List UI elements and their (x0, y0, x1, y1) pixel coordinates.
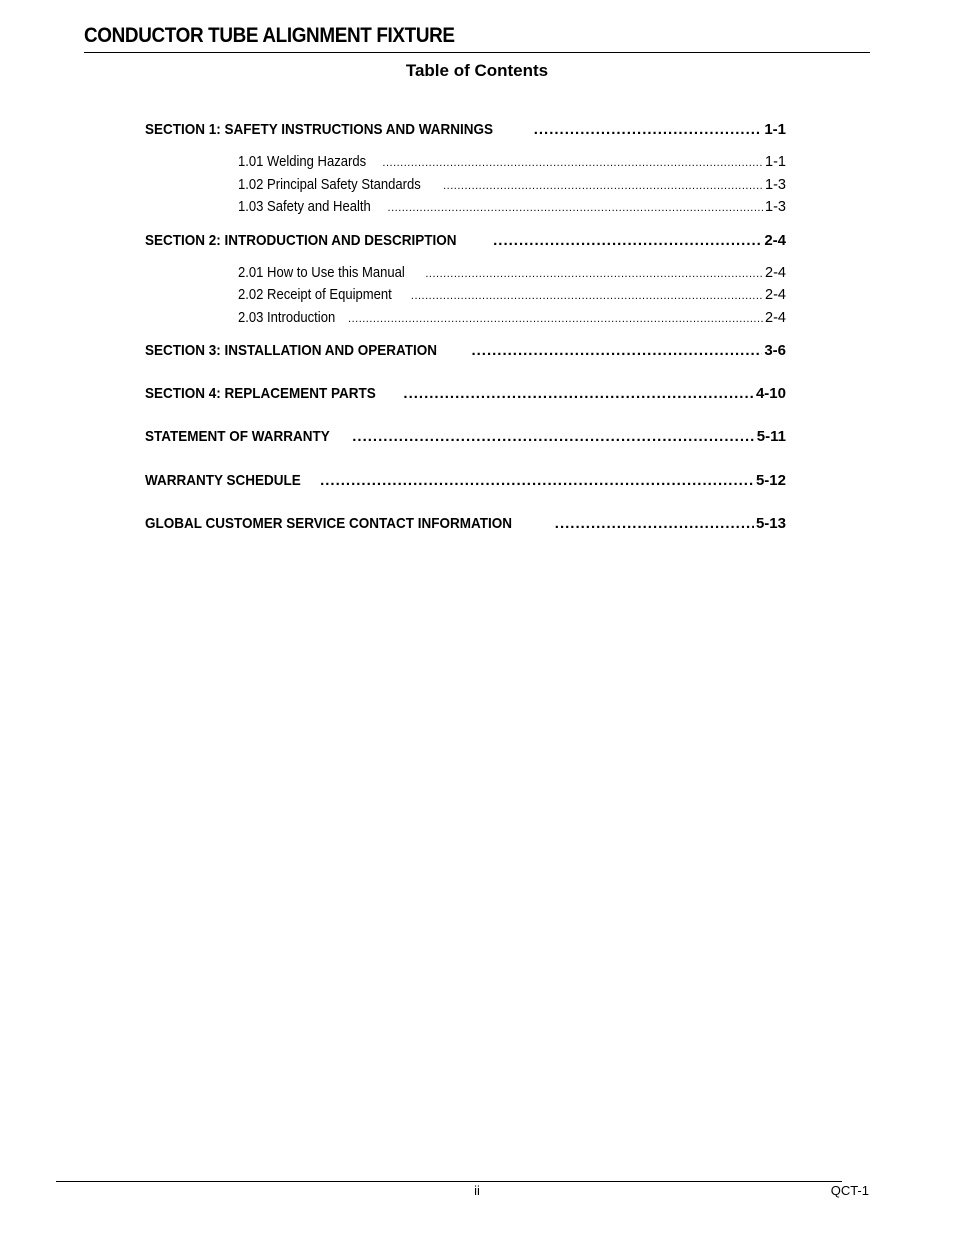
toc-entry-1-02[interactable] (238, 177, 786, 193)
title-divider (84, 52, 870, 53)
toc-entry-section-3[interactable] (145, 342, 786, 359)
toc-leader (352, 428, 755, 445)
toc-leader (425, 268, 763, 280)
toc-page: 1-3 (765, 199, 786, 215)
toc-label: 2.01 How to Use this Manual (238, 265, 405, 281)
toc-leader (555, 515, 754, 532)
toc-entry-2-01[interactable] (238, 265, 786, 281)
toc-entry-statement-of-warranty[interactable] (145, 428, 786, 445)
toc-label: 1.01 Welding Hazards (238, 154, 367, 170)
page-number: ii (474, 1183, 480, 1198)
toc-entry-2-02[interactable] (238, 287, 786, 303)
toc-entry-section-1[interactable] (145, 121, 786, 138)
toc-label: SECTION 1: SAFETY INSTRUCTIONS AND WARNINGS (145, 121, 494, 138)
toc-page: 2-4 (765, 265, 786, 281)
toc-leader (348, 313, 763, 325)
toc-entry-1-03[interactable] (238, 199, 786, 215)
toc-label: 1.02 Principal Safety Standards (238, 177, 421, 193)
toc-entry-section-2[interactable] (145, 232, 786, 249)
toc-label: STATEMENT OF WARRANTY (145, 428, 330, 445)
document-title: CONDUCTOR TUBE ALIGNMENT FIXTURE (84, 24, 455, 47)
toc-leader (403, 385, 754, 402)
toc-entry-warranty-schedule[interactable] (145, 472, 786, 489)
footer-divider (56, 1181, 842, 1182)
toc-label: SECTION 2: INTRODUCTION AND DESCRIPTION (145, 232, 457, 249)
toc-leader (411, 290, 763, 302)
toc-label: 1.03 Safety and Health (238, 199, 371, 215)
document-code: QCT-1 (830, 1183, 869, 1198)
toc-entry-section-4[interactable] (145, 385, 786, 402)
toc-page: 2-4 (765, 287, 786, 303)
toc-label: SECTION 4: REPLACEMENT PARTS (145, 385, 376, 402)
toc-leader (534, 121, 763, 138)
toc-page: 5-12 (755, 472, 786, 489)
toc-leader (320, 472, 754, 489)
toc-page: 5-13 (755, 515, 786, 532)
toc-page: 2-4 (765, 310, 786, 326)
toc-leader (443, 180, 763, 192)
toc-page: 2-4 (764, 232, 786, 249)
toc-entry-2-03[interactable] (238, 310, 786, 326)
toc-entry-global-customer-service[interactable] (145, 515, 786, 532)
toc-page: 4-10 (755, 385, 786, 402)
toc-label: GLOBAL CUSTOMER SERVICE CONTACT INFORMATION (145, 515, 513, 532)
toc-page: 1-1 (765, 154, 786, 170)
toc-heading: Table of Contents (405, 61, 549, 80)
toc-page: 5-11 (756, 428, 786, 445)
toc-label: 2.03 Introduction (238, 310, 336, 326)
toc-label: 2.02 Receipt of Equipment (238, 287, 392, 303)
toc-leader (493, 232, 762, 249)
toc-entry-1-01[interactable] (238, 154, 786, 170)
toc-leader (382, 157, 763, 169)
toc-label: SECTION 3: INSTALLATION AND OPERATION (145, 342, 438, 359)
toc-leader (388, 202, 764, 214)
toc-page: 3-6 (764, 342, 786, 359)
toc-leader (471, 342, 762, 359)
toc-page: 1-3 (765, 177, 786, 193)
toc-label: WARRANTY SCHEDULE (145, 472, 301, 489)
toc-page: 1-1 (764, 121, 786, 138)
